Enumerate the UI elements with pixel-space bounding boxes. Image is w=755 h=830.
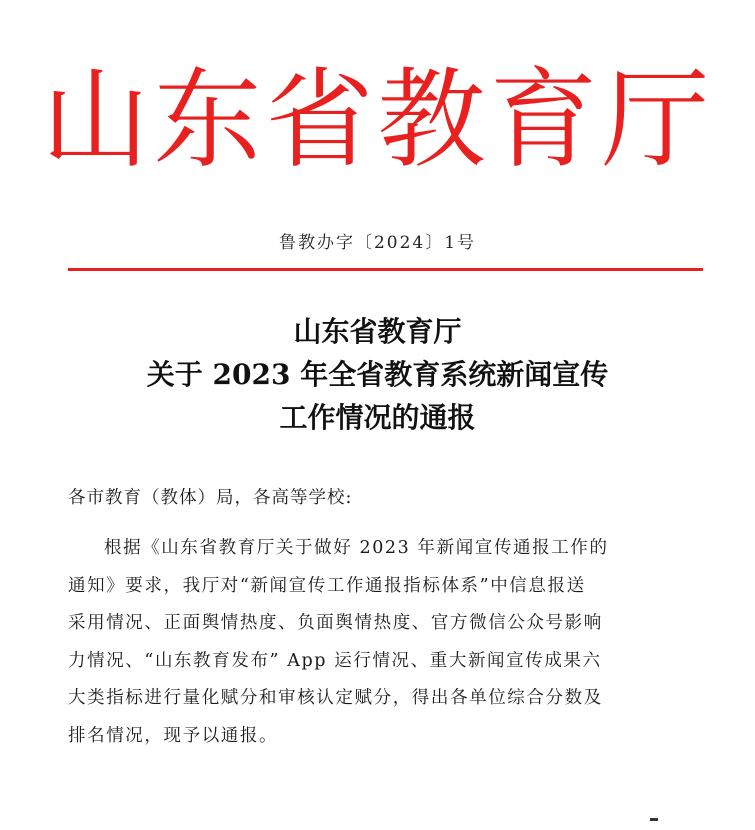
body-line: 力情况、“山东教育发布” App 运行情况、重大新闻宣传成果六 xyxy=(68,650,602,671)
salutation: 各市教育（教体）局，各高等学校: xyxy=(68,488,353,508)
body-line: 根据《山东省教育厅关于做好 2023 年新闻宣传通报工作的 xyxy=(104,538,609,558)
title-line-1: 山东省教育厅 xyxy=(293,315,462,348)
red-divider-line xyxy=(68,268,703,271)
body-line: 通知》要求，我厅对“新闻宣传工作通报指标体系”中信息报送 xyxy=(68,575,586,596)
masthead-org-name: 山东省教育厅 xyxy=(41,58,714,183)
document-number: 鲁教办字〔2024〕1号 xyxy=(278,233,477,253)
title-line-2: 关于 2023 年全省教育系统新闻宣传 xyxy=(146,358,609,391)
body-line: 采用情况、正面舆情热度、负面舆情热度、官方微信公众号影响 xyxy=(68,613,603,634)
body-line: 大类指标进行量化赋分和审核认定赋分，得出各单位综合分数及 xyxy=(68,688,603,709)
document-title xyxy=(0,310,755,439)
title-line-3: 工作情况的通报 xyxy=(279,401,476,434)
page-corner-mark xyxy=(650,818,658,821)
body-line: 排名情况，现予以通报。 xyxy=(68,725,279,746)
body-paragraph xyxy=(68,530,704,756)
